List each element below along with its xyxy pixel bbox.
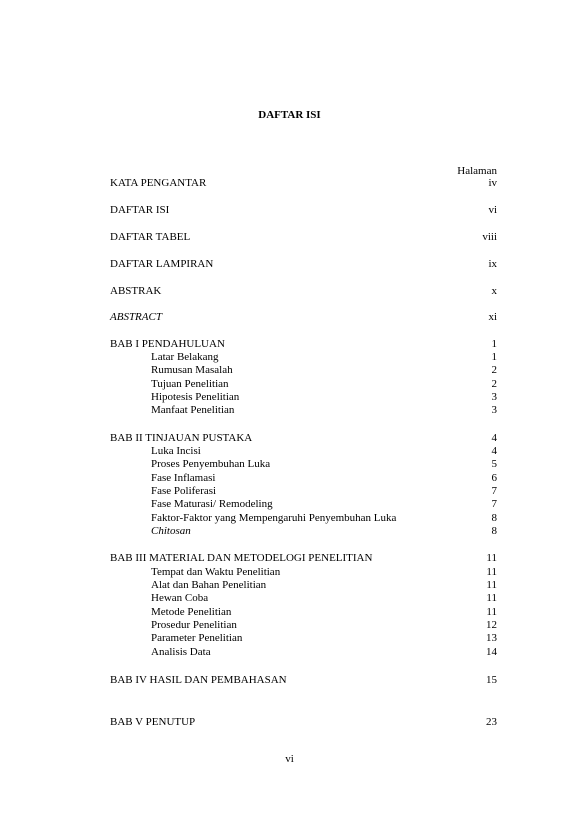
toc-entry-label: Latar Belakang — [151, 351, 219, 363]
toc-entry-label: Fase Maturasi/ Remodeling — [151, 498, 273, 510]
toc-entry-page: 7 — [491, 485, 497, 497]
toc-entry-label: Tujuan Penelitian — [151, 378, 229, 390]
toc-subentry — [110, 632, 497, 645]
toc-subentry — [110, 458, 497, 471]
toc-entry-page: 3 — [491, 404, 497, 416]
toc-entry-page: 1 — [491, 351, 497, 363]
toc-entry-page: 23 — [486, 716, 497, 728]
toc-entry-label: Fase Poliferasi — [151, 485, 217, 497]
toc-entry-label: Luka Incisi — [151, 445, 201, 457]
toc-subentry — [110, 592, 497, 605]
toc-entry-page: 8 — [491, 512, 497, 524]
toc-entry-page: 1 — [491, 338, 497, 350]
toc-subentry — [110, 646, 497, 659]
toc-entry-label: Analisis Data — [151, 646, 211, 658]
toc-entry — [110, 231, 497, 244]
toc-entry — [110, 285, 497, 298]
toc-subentry — [110, 404, 497, 417]
toc-entry-page: 11 — [486, 606, 497, 618]
toc-entry-page: 5 — [491, 458, 497, 470]
toc-subentry — [110, 606, 497, 619]
toc-entry-label: ABSTRAK — [110, 285, 162, 297]
toc-entry-page: 15 — [486, 674, 497, 686]
toc-entry-page: 6 — [491, 472, 497, 484]
toc-entry — [110, 432, 497, 445]
toc-entry — [110, 338, 497, 351]
toc-entry-label: Metode Penelitian — [151, 606, 232, 618]
toc-entry-label: ABSTRACT — [110, 311, 162, 323]
toc-entry-page: 4 — [491, 445, 497, 457]
toc-subentry — [110, 445, 497, 458]
toc-entry-label: DAFTAR LAMPIRAN — [110, 258, 214, 270]
toc-entry — [110, 674, 497, 687]
toc-entry-page: 8 — [491, 525, 497, 537]
toc-entry — [110, 258, 497, 271]
toc-entry-page: 11 — [486, 552, 497, 564]
toc-entry-label: Hewan Coba — [151, 592, 209, 604]
toc-entry — [110, 177, 497, 190]
toc-entry-label: KATA PENGANTAR — [110, 177, 207, 189]
toc-entry-page: x — [491, 285, 497, 297]
toc-entry-page: 11 — [486, 592, 497, 604]
toc-subentry — [110, 566, 497, 579]
toc-entry-label: Fase Inflamasi — [151, 472, 216, 484]
page-title: DAFTAR ISI — [258, 109, 321, 121]
toc-entry-label: Tempat dan Waktu Penelitian — [151, 566, 281, 578]
toc-entry-label: BAB III MATERIAL DAN METODELOGI PENELITIAN — [110, 552, 373, 564]
toc-subentry — [110, 498, 497, 511]
toc-subentry — [110, 472, 497, 485]
toc-entry-page: iv — [488, 177, 497, 189]
toc-entry-page: 12 — [486, 619, 497, 631]
page-column-header: Halaman — [457, 165, 497, 177]
toc-entry-label: BAB IV HASIL DAN PEMBAHASAN — [110, 674, 287, 686]
toc-entry-label: Faktor-Faktor yang Mempengaruhi Penyembuhan Luka — [151, 512, 397, 524]
toc-subentry — [110, 619, 497, 632]
toc-entry-label: DAFTAR TABEL — [110, 231, 191, 243]
toc-entry — [110, 311, 497, 324]
toc-subentry — [110, 525, 497, 538]
toc-entry-page: 7 — [491, 498, 497, 510]
toc-entry — [110, 552, 497, 565]
toc-entry — [110, 716, 497, 729]
toc-subentry — [110, 512, 497, 525]
toc-entry-label: Alat dan Bahan Penelitian — [151, 579, 267, 591]
toc-entry-label: Hipotesis Penelitian — [151, 391, 240, 403]
toc-entry-page: 2 — [491, 378, 497, 390]
toc-entry-page: 3 — [491, 391, 497, 403]
toc-entry-label: Chitosan — [151, 525, 191, 537]
toc-entry-label: BAB II TINJAUAN PUSTAKA — [110, 432, 253, 444]
toc-subentry — [110, 579, 497, 592]
toc-entry-page: viii — [482, 231, 497, 243]
toc-entry — [110, 204, 497, 217]
toc-subentry — [110, 391, 497, 404]
toc-entry-page: 2 — [491, 364, 497, 376]
toc-entry-page: 11 — [486, 579, 497, 591]
toc-entry-label: Prosedur Penelitian — [151, 619, 237, 631]
toc-subentry — [110, 351, 497, 364]
toc-subentry — [110, 364, 497, 377]
toc-entry-page: 11 — [486, 566, 497, 578]
toc-entry-page: 14 — [486, 646, 497, 658]
toc-entry-page: ix — [488, 258, 497, 270]
toc-subentry — [110, 378, 497, 391]
toc-entry-page: vi — [488, 204, 497, 216]
toc-entry-label: Proses Penyembuhan Luka — [151, 458, 271, 470]
page-number: vi — [285, 753, 294, 765]
toc-entry-label: BAB V PENUTUP — [110, 716, 196, 728]
toc-entry-label: Rumusan Masalah — [151, 364, 233, 376]
toc-entry-label: DAFTAR ISI — [110, 204, 170, 216]
toc-entry-page: 13 — [486, 632, 497, 644]
toc-entry-page: xi — [488, 311, 497, 323]
toc-entry-label: Manfaat Penelitian — [151, 404, 235, 416]
toc-entry-label: Parameter Penelitian — [151, 632, 243, 644]
toc-entry-label: BAB I PENDAHULUAN — [110, 338, 225, 350]
toc-subentry — [110, 485, 497, 498]
toc-entry-page: 4 — [491, 432, 497, 444]
